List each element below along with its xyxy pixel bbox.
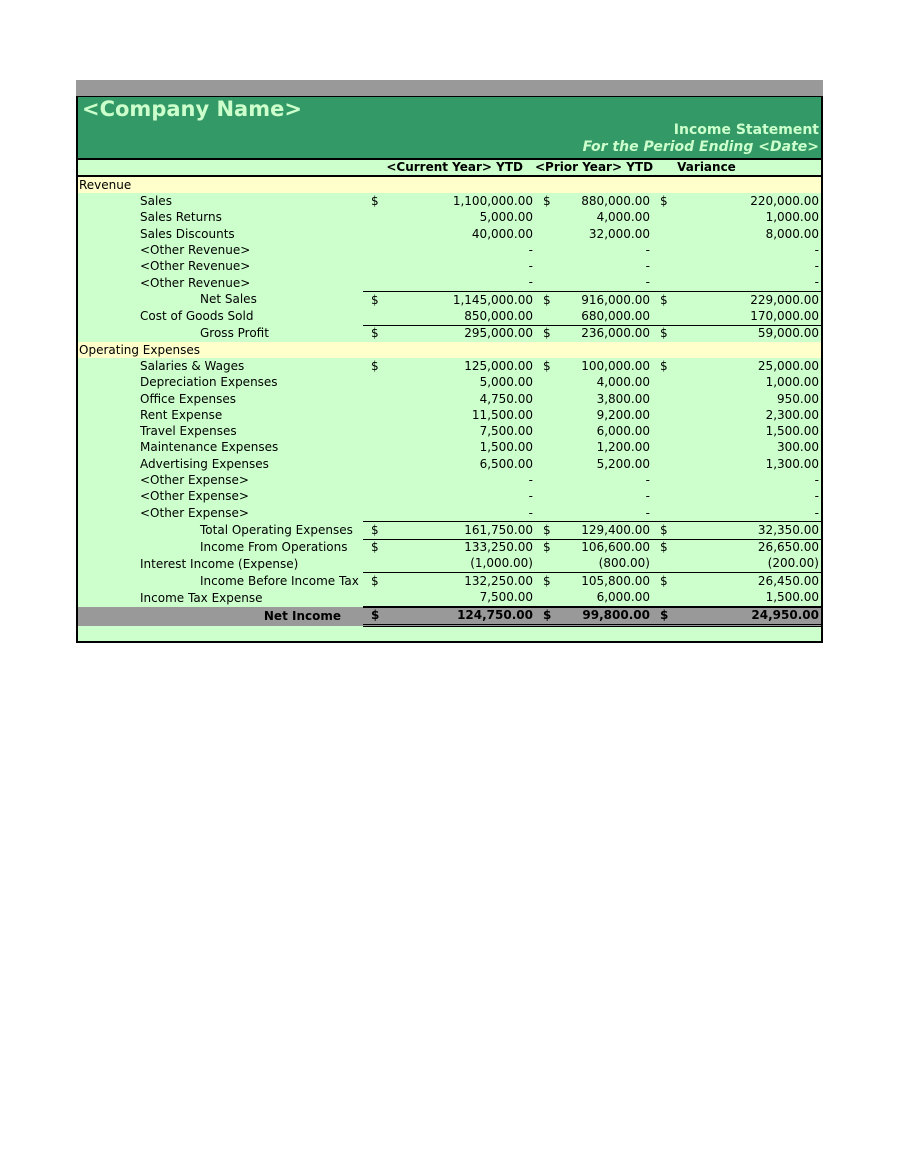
table-row: [78, 391, 821, 407]
dollar-sign: [363, 391, 385, 407]
current-year-value[interactable]: 4,750.00: [479, 391, 533, 406]
dollar-sign: $: [652, 325, 672, 342]
prior-year-value[interactable]: 6,000.00: [596, 424, 650, 439]
dollar-sign: [652, 275, 672, 292]
statement-table: [78, 160, 821, 641]
row-label: Sales: [140, 193, 172, 208]
row-label: Interest Income (Expense): [140, 556, 299, 571]
prior-year-value[interactable]: 100,000.00: [581, 358, 650, 373]
prior-year-value[interactable]: 4,000.00: [596, 210, 650, 225]
dollar-sign: $: [371, 193, 379, 208]
dollar-sign: [535, 258, 555, 274]
table-row: [78, 308, 821, 325]
income-statement-sheet: [76, 80, 823, 643]
dollar-sign: $: [652, 607, 672, 626]
dollar-sign: [652, 258, 672, 274]
dollar-sign: $: [363, 325, 385, 342]
dollar-sign: $: [535, 292, 555, 309]
row-label: <Other Expense>: [140, 472, 249, 487]
table-row: [78, 423, 821, 439]
current-year-value[interactable]: 124,750.00: [385, 607, 535, 626]
dollar-sign: [535, 589, 555, 606]
dollar-sign: [363, 242, 385, 258]
current-year-value[interactable]: -: [528, 489, 533, 504]
row-label: Income From Operations: [200, 539, 348, 554]
prior-year-value[interactable]: -: [645, 489, 650, 504]
table-row: [78, 505, 821, 522]
variance-value[interactable]: 220,000.00: [750, 193, 819, 208]
variance-value[interactable]: 1,300.00: [765, 456, 819, 471]
row-label: Total Operating Expenses: [200, 522, 353, 537]
row-label: <Other Revenue>: [140, 259, 251, 274]
dollar-sign: [652, 472, 672, 488]
dollar-sign: [363, 258, 385, 274]
prior-year-value[interactable]: 3,800.00: [596, 391, 650, 406]
dollar-sign: [363, 505, 385, 522]
prior-year-value[interactable]: 105,800.00: [555, 573, 652, 590]
variance-value[interactable]: 1,500.00: [765, 590, 819, 605]
table-row: [78, 407, 821, 423]
section-row: [78, 176, 821, 193]
table-row: [78, 242, 821, 258]
table-row: [78, 325, 821, 342]
statement-box: [76, 96, 823, 643]
variance-value[interactable]: 1,000.00: [765, 375, 819, 390]
table-row: [78, 573, 821, 590]
row-label: Office Expenses: [140, 391, 237, 406]
dollar-sign: [363, 423, 385, 439]
current-year-value[interactable]: 1,500.00: [479, 440, 533, 455]
row-label: <Other Expense>: [140, 489, 249, 504]
dollar-sign: [363, 375, 385, 391]
variance-value[interactable]: 25,000.00: [757, 358, 819, 373]
period-label[interactable]: For the Period Ending <Date>: [582, 139, 819, 155]
dollar-sign: $: [660, 193, 668, 208]
variance-value[interactable]: 300.00: [777, 440, 819, 455]
dollar-sign: [535, 505, 555, 522]
current-year-value[interactable]: 40,000.00: [471, 226, 533, 241]
prior-year-value[interactable]: 5,200.00: [596, 456, 650, 471]
dollar-sign: [535, 275, 555, 292]
table-row: [78, 210, 821, 226]
table-row: [78, 556, 821, 573]
current-year-value[interactable]: 1,100,000.00: [452, 193, 533, 208]
dollar-sign: [535, 556, 555, 573]
dollar-sign: [535, 226, 555, 242]
variance-value[interactable]: 950.00: [777, 391, 819, 406]
dollar-sign: [652, 391, 672, 407]
dollar-sign: [363, 308, 385, 325]
current-year-value[interactable]: 132,250.00: [385, 573, 535, 590]
dollar-sign: [535, 440, 555, 456]
dollar-sign: $: [543, 358, 551, 373]
prior-year-value[interactable]: 236,000.00: [555, 325, 652, 342]
table-row: [78, 292, 821, 309]
dollar-sign: [652, 226, 672, 242]
dollar-sign: [535, 210, 555, 226]
current-year-value[interactable]: 161,750.00: [385, 522, 535, 539]
top-band: [76, 80, 823, 96]
dollar-sign: $: [363, 522, 385, 539]
table-row: [78, 589, 821, 606]
current-year-value[interactable]: -: [528, 242, 533, 257]
current-year-value[interactable]: (1,000.00): [470, 556, 533, 571]
row-label: <Other Revenue>: [140, 275, 251, 290]
prior-year-value[interactable]: -: [645, 275, 650, 290]
dollar-sign: [535, 472, 555, 488]
variance-value[interactable]: -: [814, 259, 819, 274]
variance-value[interactable]: 1,000.00: [765, 210, 819, 225]
dollar-sign: $: [652, 539, 672, 556]
row-label: Travel Expenses: [140, 424, 237, 439]
dollar-sign: [652, 242, 672, 258]
dollar-sign: [535, 391, 555, 407]
prior-year-value[interactable]: 9,200.00: [596, 407, 650, 422]
dollar-sign: $: [652, 292, 672, 309]
dollar-sign: [535, 489, 555, 505]
variance-value[interactable]: 2,300.00: [765, 407, 819, 422]
prior-year-value[interactable]: 6,000.00: [596, 590, 650, 605]
row-label: Depreciation Expenses: [140, 375, 278, 390]
prior-year-value[interactable]: 880,000.00: [581, 193, 650, 208]
dollar-sign: [652, 589, 672, 606]
variance-value[interactable]: -: [814, 275, 819, 290]
prior-year-value[interactable]: 4,000.00: [596, 375, 650, 390]
spacer-row: [78, 626, 821, 642]
current-year-value[interactable]: 11,500.00: [471, 407, 533, 422]
row-label: Salaries & Wages: [140, 358, 245, 373]
row-label: <Other Revenue>: [140, 242, 251, 257]
prior-year-value[interactable]: -: [645, 242, 650, 257]
dollar-sign: $: [660, 358, 668, 373]
statement-header: [78, 97, 821, 160]
table-row: [78, 539, 821, 556]
row-label: Advertising Expenses: [140, 456, 269, 471]
row-label: Sales Returns: [140, 210, 222, 225]
row-label: Income Tax Expense: [140, 590, 263, 605]
column-current-year: <Current Year> YTD: [363, 160, 535, 176]
prior-year-value[interactable]: 99,800.00: [555, 607, 652, 626]
table-row: [78, 472, 821, 488]
company-name[interactable]: <Company Name>: [82, 97, 302, 121]
prior-year-value[interactable]: 32,000.00: [588, 226, 650, 241]
row-label: Rent Expense: [140, 407, 223, 422]
dollar-sign: [363, 489, 385, 505]
prior-year-value[interactable]: 129,400.00: [555, 522, 652, 539]
dollar-sign: [535, 375, 555, 391]
dollar-sign: $: [652, 522, 672, 539]
current-year-value[interactable]: -: [528, 505, 533, 520]
column-header-row: [78, 160, 821, 176]
dollar-sign: [652, 210, 672, 226]
dollar-sign: [363, 275, 385, 292]
current-year-value[interactable]: 5,000.00: [479, 375, 533, 390]
table-row: [78, 193, 821, 209]
dollar-sign: [652, 489, 672, 505]
dollar-sign: [363, 472, 385, 488]
table-row: [78, 375, 821, 391]
prior-year-value[interactable]: -: [645, 505, 650, 520]
variance-value[interactable]: 229,000.00: [672, 292, 821, 309]
current-year-value[interactable]: 5,000.00: [479, 210, 533, 225]
dollar-sign: [535, 423, 555, 439]
row-label: Net Sales: [200, 292, 257, 307]
variance-value[interactable]: -: [814, 242, 819, 257]
dollar-sign: $: [363, 539, 385, 556]
dollar-sign: $: [543, 193, 551, 208]
variance-value[interactable]: (200.00): [767, 556, 819, 571]
variance-value[interactable]: 59,000.00: [672, 325, 821, 342]
current-year-value[interactable]: 125,000.00: [464, 358, 533, 373]
dollar-sign: [535, 456, 555, 472]
dollar-sign: [652, 505, 672, 522]
dollar-sign: [652, 440, 672, 456]
prior-year-value[interactable]: -: [645, 472, 650, 487]
section-label: Operating Expenses: [78, 342, 821, 358]
dollar-sign: [652, 375, 672, 391]
dollar-sign: $: [363, 573, 385, 590]
dollar-sign: [652, 407, 672, 423]
variance-value[interactable]: 24,950.00: [672, 607, 821, 626]
variance-value[interactable]: -: [814, 505, 819, 520]
dollar-sign: [652, 423, 672, 439]
row-label: <Other Expense>: [140, 505, 249, 520]
dollar-sign: $: [535, 607, 555, 626]
variance-value[interactable]: 26,450.00: [672, 573, 821, 590]
current-year-value[interactable]: 7,500.00: [479, 424, 533, 439]
variance-value[interactable]: 26,650.00: [672, 539, 821, 556]
current-year-value[interactable]: 7,500.00: [479, 590, 533, 605]
row-label: Gross Profit: [200, 326, 269, 341]
dollar-sign: [535, 407, 555, 423]
prior-year-value[interactable]: 916,000.00: [555, 292, 652, 309]
current-year-value[interactable]: 133,250.00: [385, 539, 535, 556]
current-year-value[interactable]: -: [528, 472, 533, 487]
dollar-sign: $: [535, 573, 555, 590]
variance-value[interactable]: -: [814, 489, 819, 504]
table-row: [78, 258, 821, 274]
row-label: Net Income: [78, 607, 363, 626]
current-year-value[interactable]: 6,500.00: [479, 456, 533, 471]
dollar-sign: [363, 210, 385, 226]
dollar-sign: [363, 556, 385, 573]
dollar-sign: [363, 407, 385, 423]
table-row: [78, 440, 821, 456]
prior-year-value[interactable]: -: [645, 259, 650, 274]
variance-value[interactable]: 32,350.00: [672, 522, 821, 539]
variance-value[interactable]: 8,000.00: [765, 226, 819, 241]
table-row: [78, 456, 821, 472]
dollar-sign: [363, 589, 385, 606]
row-label: Maintenance Expenses: [140, 440, 279, 455]
section-row: [78, 342, 821, 358]
row-label: Income Before Income Tax: [200, 573, 359, 588]
dollar-sign: [363, 226, 385, 242]
row-label: Cost of Goods Sold: [140, 309, 254, 324]
table-row: [78, 522, 821, 539]
variance-value[interactable]: 170,000.00: [750, 309, 819, 324]
dollar-sign: $: [535, 522, 555, 539]
dollar-sign: [652, 556, 672, 573]
dollar-sign: $: [652, 573, 672, 590]
prior-year-value[interactable]: 680,000.00: [581, 309, 650, 324]
table-row: [78, 226, 821, 242]
prior-year-value[interactable]: (800.00): [598, 556, 650, 571]
net-income-row: [78, 607, 821, 626]
dollar-sign: $: [363, 607, 385, 626]
dollar-sign: [363, 456, 385, 472]
variance-value[interactable]: -: [814, 472, 819, 487]
statement-title: Income Statement: [673, 122, 819, 138]
dollar-sign: $: [363, 292, 385, 309]
dollar-sign: [652, 456, 672, 472]
prior-year-value[interactable]: 1,200.00: [596, 440, 650, 455]
dollar-sign: $: [535, 539, 555, 556]
row-label: Sales Discounts: [140, 226, 235, 241]
dollar-sign: [652, 308, 672, 325]
section-label: Revenue: [78, 176, 821, 193]
dollar-sign: [535, 308, 555, 325]
dollar-sign: [363, 440, 385, 456]
table-row: [78, 275, 821, 292]
current-year-value[interactable]: 1,145,000.00: [385, 292, 535, 309]
table-row: [78, 358, 821, 374]
prior-year-value[interactable]: 106,600.00: [555, 539, 652, 556]
dollar-sign: $: [535, 325, 555, 342]
current-year-value[interactable]: -: [528, 275, 533, 290]
variance-value[interactable]: 1,500.00: [765, 424, 819, 439]
table-row: [78, 489, 821, 505]
dollar-sign: [535, 242, 555, 258]
column-variance: Variance: [652, 160, 821, 176]
column-prior-year: <Prior Year> YTD: [535, 160, 654, 174]
dollar-sign: $: [371, 358, 379, 373]
current-year-value[interactable]: -: [528, 259, 533, 274]
current-year-value[interactable]: 850,000.00: [464, 309, 533, 324]
current-year-value[interactable]: 295,000.00: [385, 325, 535, 342]
